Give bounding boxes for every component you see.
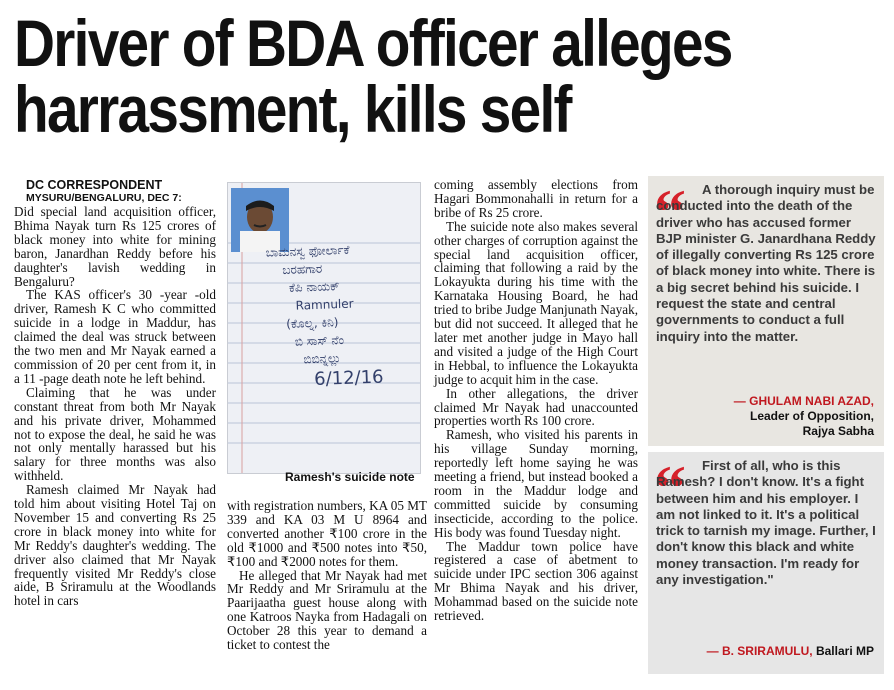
- quote-author: — B. SRIRAMULU,: [706, 644, 813, 658]
- paragraph: Ramesh claimed Mr Nayak had told him about visiting Hotel Taj on November 15 and converting Rs 25 crore in black money into white for Mr Reddy's daughter's wedding. The driver also claimed that Mr Nayak frequently visited Mr Reddy's close aide, B Sriramulu at the Woodlands hotel in cars: [14, 482, 216, 609]
- paragraph: He alleged that Mr Nayak had met Mr Reddy and Mr Sriramulu at the Paarijaatha guest house along with one Katroos Nayka from Hadagali on October 28 this year to demand a ticket to contest the: [227, 567, 427, 653]
- paragraph: with registration numbers, KA 05 MT 339 and KA 03 M U 8964 and converted another ₹100 crore in the old ₹1000 and ₹500 notes into ₹50, ₹100 and ₹2000 notes for them.: [227, 498, 427, 569]
- note-line: ಬಿಬಿನ್ನಲ್ಲು: [303, 351, 342, 367]
- paragraph: The suicide note also makes several other charges of corruption against the special land acquisition officer, claiming that following a raid by the Lokayukta during his time with the Karnataka Housing Board, he had tried to bribe Judge Manjunath Nayak, but did not succeed. It alleged that he later met another judge in Mayo hall and visited a judge of the High Court in Hebbal, to influence the Lokayukta judge to acquit him in the case.: [434, 218, 638, 387]
- paragraph: Did special land acquisition officer, Bhima Nayak turn Rs 125 crores of black money into white for mining baron, Janardhan Reddy before his daughter's lavish wedding in Bengaluru?: [14, 204, 216, 289]
- quote-role: Ballari MP: [815, 644, 874, 658]
- note-line: ಬಾಮನಸ್ವ ಫೋರ್ಲಾಕೆ: [265, 242, 350, 260]
- paragraph: The Maddur town police have registered a case of abetment to suicide under IPC section 306 against Mr Bhima Nayak and his driver, Mohammad based on the suicide note retrieved.: [434, 538, 638, 624]
- article-column-2: [227, 499, 427, 652]
- quote-box-sriramulu: [648, 452, 884, 674]
- note-date: 6/12/16: [313, 366, 384, 391]
- dateline: MYSURU/BENGALURU, DEC 7:: [26, 192, 182, 204]
- quote-role: Rajya Sabha: [802, 424, 874, 438]
- note-line: ಬಿ ಸಾಸ್ ನೆಂ: [294, 332, 345, 349]
- note-line: Ramnuler: [295, 296, 354, 313]
- handwritten-note: [265, 238, 420, 393]
- paragraph: Claiming that he was under constant threat from both Mr Nayak and his private driver, Mohammed not to expose the deal, he said he was not only mentally harassed but his salary for three months was also withheld.: [14, 384, 216, 484]
- paragraph: The KAS officer's 30 -year -old driver, Ramesh K C who committed suicide in a lodge in Maddur, has claimed the deal was struck between the two men and Mr Nayak earned a commission of 20 per cent from it, in a 11 -page death note he left behind.: [14, 287, 216, 386]
- quote-attribution: [734, 394, 874, 439]
- suicide-note-photo: [227, 182, 421, 474]
- headline-line-2: harrassment, kills self: [14, 72, 571, 146]
- article-column-1: [14, 178, 216, 608]
- article-column-3: [434, 178, 638, 623]
- quote-text: First of all, who is this Ramesh? I don't know. It's a fight between him and his employer. I am not linked to it. It's a political trick to tarnish my image. Further, I don't know this black and white money transaction. I'm ready for any investigation.": [656, 458, 876, 588]
- quote-box-azad: [648, 176, 884, 446]
- quote-attribution: [707, 644, 874, 659]
- paragraph: In other allegations, the driver claimed Mr Nayak had unaccounted properties worth Rs 100 crore.: [434, 385, 638, 429]
- paragraph: coming assembly elections from Hagari Bommonahalli in return for a bribe of Rs 25 crore.: [434, 177, 638, 220]
- note-line: ಬರಹಗಾರ: [282, 261, 323, 278]
- headline-line-1: Driver of BDA officer alleges: [14, 6, 732, 80]
- paragraph: Ramesh, who visited his parents in his village Sunday morning, reportedly left home saying he was meeting a friend, but instead booked a room in the Maddur lodge and committed suicide by consuming insecticide, according to the police. His body was found Tuesday night.: [434, 427, 638, 540]
- quote-author: — GHULAM NABI AZAD,: [733, 394, 874, 408]
- quote-mark-icon: “: [654, 452, 686, 523]
- photo-caption: Ramesh's suicide note: [285, 470, 415, 484]
- note-line: (ಕೊಲ್ನ, ಕಿನಿ): [285, 315, 339, 331]
- quote-mark-icon: “: [654, 176, 686, 247]
- byline: DC CORRESPONDENT: [26, 178, 163, 192]
- headline: [14, 6, 762, 146]
- quote-role: Leader of Opposition,: [749, 409, 874, 423]
- quote-text: A thorough inquiry must be conducted into the death of the driver who has accused former BJP minister G. Janardhana Reddy of illegally converting Rs 125 crore of black money into white. There is a big secret behind his suicide. I request the state and central governments to conduct a full inquiry into the matter.: [656, 182, 876, 344]
- note-line: ಕೆಪಿ ನಾಯಕ್: [288, 279, 340, 295]
